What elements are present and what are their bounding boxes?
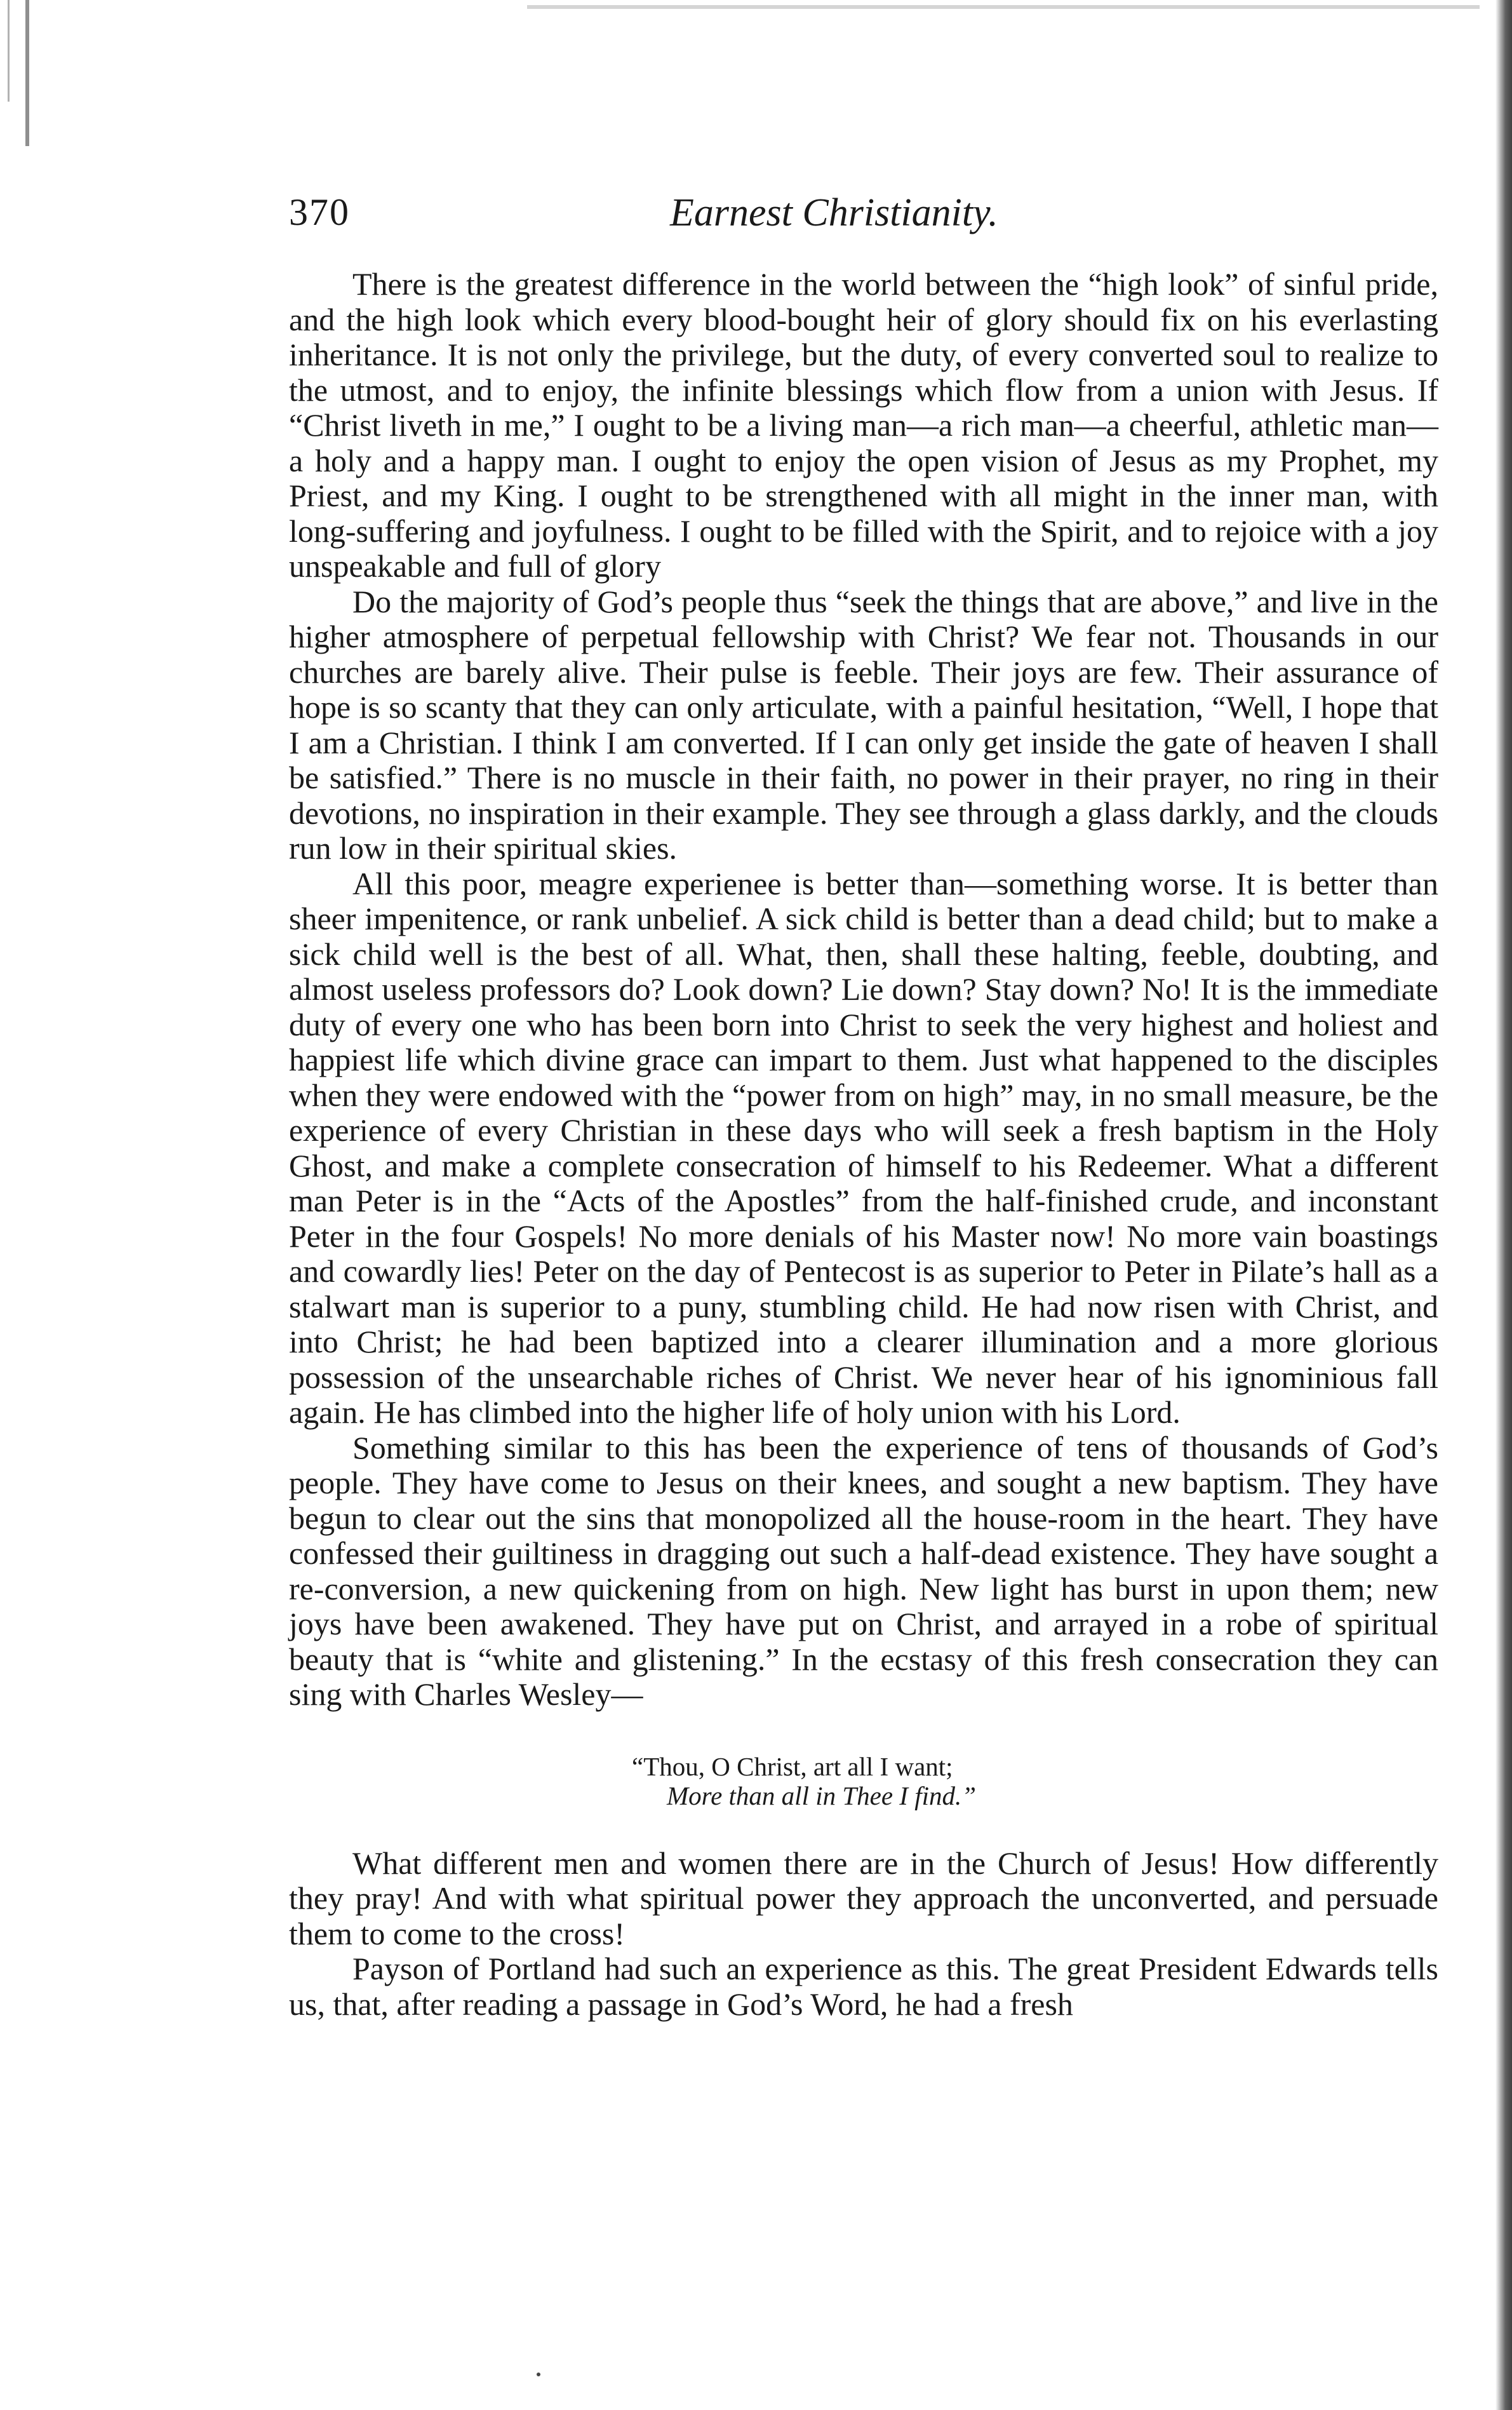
page-header [289,191,1432,248]
scan-edge-mark [25,0,29,146]
paragraph: Something similar to this has been the experience of tens of thousands of God’s people. They have come to Jesus on their knees, and sought a new baptism. They have begun to clear out the sins that monopolized all the house-room in the heart. They have confessed their guiltiness in dragging out such a half-dead existence. They have sought a re-conversion, a new quickening from on high. New light has burst in upon them; new joys have been awakened. They have put on Christ, and arrayed in a robe of spiritual beauty that is “white and glistening.” In the ecstasy of this fresh consecration they can sing with Charles Wesley— [289,1429,1438,1712]
verse-line: “Thou, O Christ, art all I want; [632,1751,953,1781]
paragraph: All this poor, meagre experienee is better than—something worse. It is better than sheer impenitence, or rank unbelief. A sick child is better than a dead child; but to make a sick child well is the best of all. What, then, shall these halting, feeble, doubting, and almost useless professors do? Look down? Lie down? Stay down? No! It is the immediate duty of every one who has been born into Christ to seek the very highest and holiest and happiest life which divine grace can impart to them. Just what happened to the disciples when they were endowed with the “power from on high” may, in no small measure, be the experience of every Christian in these days who will seek a fresh baptism in the Holy Ghost, and make a complete consecration of himself to his Redeemer. What a different man Peter is in the “Acts of the Apostles” from the half-finished crude, and inconstant Peter in the four Gospels! No more denials of his Master now! No more vain boastings and cowardly lies! Peter on the day of Pentecost is as superior to Peter in Pilate’s hall as a stalwart man is superior to a puny, stumbling child. He had now risen with Christ, and into Christ; he had been baptized into a clearer illumination and a more glorious possession of the unsearchable riches of Christ. We never hear of his ignominious fall again. He has climbed into the higher life of holy union with his Lord. [289,865,1438,1430]
running-title: Earnest Christianity. [670,191,998,234]
stray-dot-mark [537,2373,540,2376]
verse-quote [289,1752,1438,1810]
page-body [289,267,1438,2022]
page-number: 370 [289,191,350,233]
scan-edge-mark [527,5,1480,9]
paragraph: Do the majority of God’s people thus “seek the things that are above,” and live in the higher atmosphere of perpetual fellowship with Christ? We fear not. Thousands in our churches are barely alive. Their pulse is feeble. Their joys are few. Their assurance of hope is so scanty that they can only articulate, with a painful hesitation, “Well, I hope that I am a Christian. I think I am converted. If I can only get inside the gate of heaven I shall be satisfied.” There is no muscle in their faith, no power in their prayer, no ring in their devotions, no inspiration in their example. They see through a glass darkly, and the clouds run low in their spiritual skies. [289,583,1438,866]
scan-edge-mark [8,0,10,102]
paragraph: Payson of Portland had such an experience as this. The great President Edwards tells us, that, after reading a passage in God’s Word, he had a fresh [289,1951,1438,2022]
paragraph: There is the greatest difference in the world between the “high look” of sinful pride, and the high look which every blood-bought heir of glory should fix on his everlasting inheritance. It is not only the privilege, but the duty, of every converted soul to realize to the utmost, and to enjoy, the infinite blessings which flow from a union with Jesus. If “Christ liveth in me,” I ought to be a living man—a rich man—a cheerful, athletic man—a holy and a happy man. I ought to enjoy the open vision of Jesus as my Prophet, my Priest, and my King. I ought to be strengthened with all might in the inner man, with long-suffering and joyfulness. I ought to be filled with the Spirit, and to rejoice with a joy unspeakable and full of glory [289,266,1438,584]
scan-page-shadow [1495,0,1512,2410]
verse-line: More than all in Thee I find.” [667,1781,977,1810]
paragraph: What different men and women there are in the Church of Jesus! How differently they pray! And with what spiritual power they approach the unconverted, and persuade them to come to the cross! [289,1845,1438,1951]
